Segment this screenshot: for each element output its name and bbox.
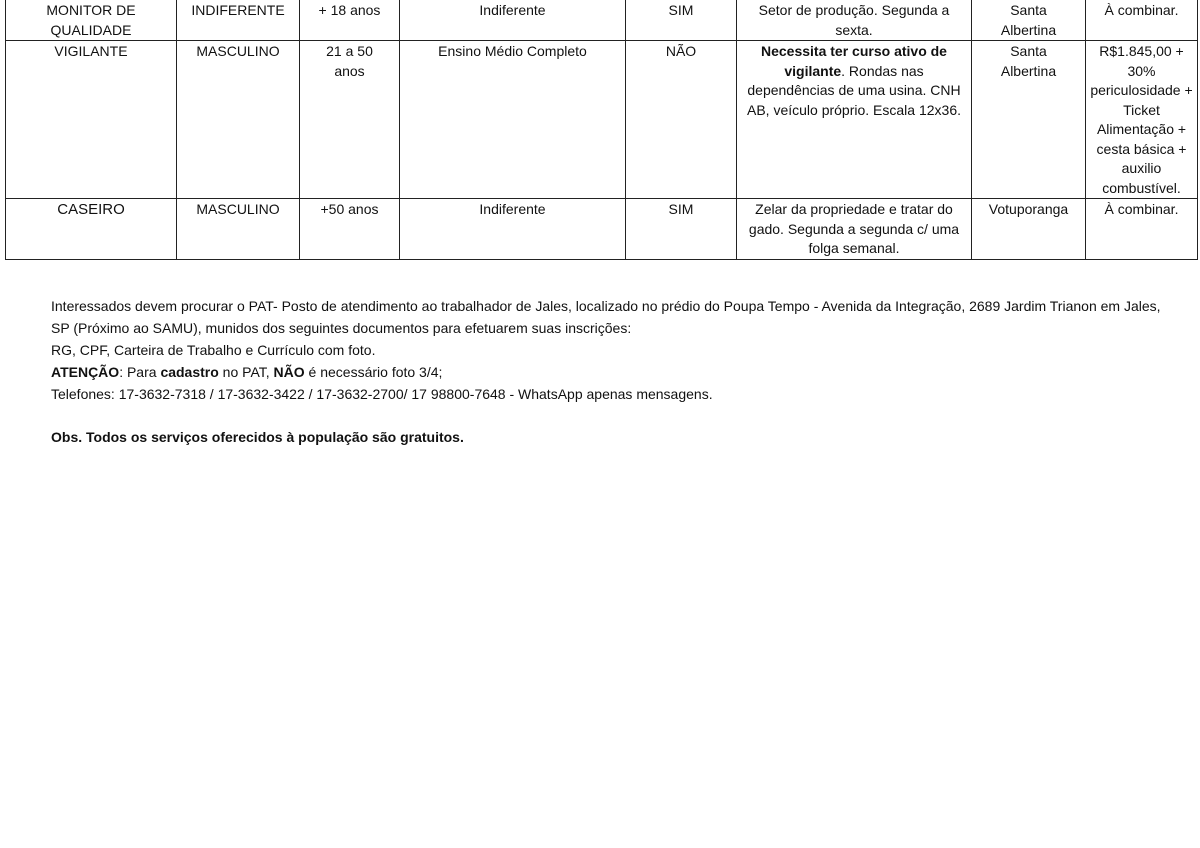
experience-cell: SIM	[626, 0, 737, 41]
details-bold-text: Necessita ter curso ativo de vigilante	[761, 43, 947, 79]
intro-paragraph: Interessados devem procurar o PAT- Posto de atendimento ao trabalhador de Jales, localizado no prédio do Poupa Tempo - Avenida da Integração, 2689 Jardim Trianon em Jales, SP (Próximo ao SAMU), munidos dos seguintes documentos para efetuarem suas inscrições:	[51, 298, 1161, 336]
role-cell: MONITOR DE QUALIDADE	[6, 0, 177, 41]
salary-cell: R$1.845,00 + 30% periculosidade + Ticket Alimentação + cesta básica + auxilio combustível.	[1086, 41, 1198, 199]
city-cell: Votuporanga	[972, 199, 1086, 260]
age-cell: 21 a 50 anos	[300, 41, 400, 199]
gender-cell: MASCULINO	[177, 41, 300, 199]
city-cell: Santa Albertina	[972, 0, 1086, 41]
details-cell: Zelar da propriedade e tratar do gado. Segunda a segunda c/ uma folga semanal.	[737, 199, 972, 260]
salary-cell: À combinar.	[1086, 0, 1198, 41]
education-cell: Ensino Médio Completo	[400, 41, 626, 199]
documents-line: RG, CPF, Carteira de Trabalho e Currículo com foto.	[51, 342, 376, 358]
table-row	[6, 199, 1198, 260]
gender-cell: MASCULINO	[177, 199, 300, 260]
age-cell: +50 anos	[300, 199, 400, 260]
details-cell: Setor de produção. Segunda a sexta.	[737, 0, 972, 41]
attention-line: ATENÇÃO: Para cadastro no PAT, NÃO é necessário foto 3/4;	[51, 364, 443, 380]
instructions-section	[51, 295, 1171, 448]
table-row	[6, 0, 1198, 41]
role-cell: CASEIRO	[6, 199, 177, 260]
city-cell: Santa Albertina	[972, 41, 1086, 199]
age-cell: + 18 anos	[300, 0, 400, 41]
phones-line: Telefones: 17-3632-7318 / 17-3632-3422 / 17-3632-2700/ 17 98800-7648 - WhatsApp apenas mensagens.	[51, 386, 713, 402]
role-cell: VIGILANTE	[6, 41, 177, 199]
education-cell: Indiferente	[400, 199, 626, 260]
details-cell	[737, 41, 972, 199]
salary-cell: À combinar.	[1086, 199, 1198, 260]
experience-cell: NÃO	[626, 41, 737, 199]
education-cell: Indiferente	[400, 0, 626, 41]
details-text: . Rondas nas dependências de uma usina. CNH AB, veículo próprio. Escala 12x36.	[746, 62, 961, 118]
obs-line: Obs. Todos os serviços oferecidos à população são gratuitos.	[51, 429, 464, 445]
table-row	[6, 41, 1198, 199]
job-openings-table	[5, 0, 1198, 260]
gender-cell: INDIFERENTE	[177, 0, 300, 41]
experience-cell: SIM	[626, 199, 737, 260]
